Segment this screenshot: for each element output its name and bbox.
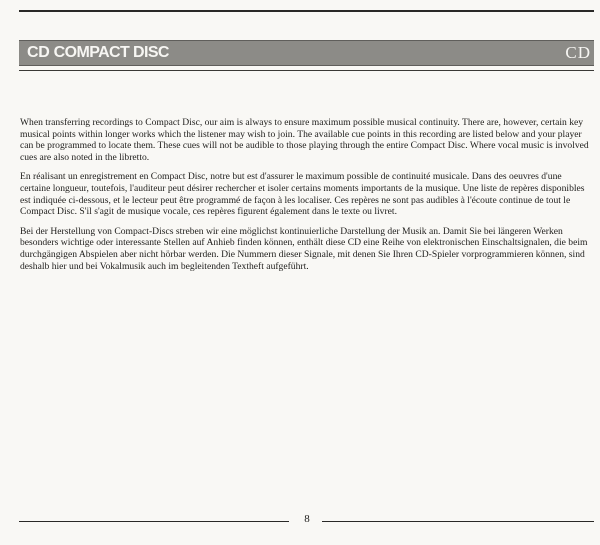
paragraph-french: En réalisant un enregistrement en Compact Disc, notre but est d'assurer le maximum possible de continuité musicale. Dans des oeuvres d'une certaine longueur, toutefois, l'auditeur peut désirer rechercher et isoler certains moments importants de la musique. Une liste de repères disponibles est indiquée ci-dessous, et le lecteur peut être programmé de façon à les localiser. Ces repères ne sont pas audibles à l'écoute continue de tout le Compact Disc. S'il s'agit de musique vocale, ces repères figurent également dans le texte ou livret. [20,171,585,218]
page-number: 8 [304,513,310,525]
paragraph-english: When transferring recordings to Compact Disc, our aim is always to ensure maximum possible musical continuity. There are, however, certain key musical points within longer works which the listener may wish to join. The available cue points in this recording are listed below and your player can be programmed to locate them. These cues will not be audible to those playing through the entire Compact Disc. Where vocal music is involved cues are also noted in the libretto. [20,117,589,163]
footer-rule-right [322,521,594,522]
header-cd-label: CD [565,43,591,62]
top-rule [19,10,594,12]
paragraph-german: Bei der Herstellung von Compact-Discs streben wir eine möglichst kontinuierliche Darstellung der Musik an. Damit Sie bei längeren Werken besonders wichtige oder interessante Stellen auf Anhieb finden können, enthält diese CD eine Reihe von elektronischen Einschaltsignalen, die beim durchgängigen Abspielen aber nicht hörbar werden. Die Nummern dieser Signale, mit denen Sie Ihren CD-Spieler vorprogrammieren können, sind deshalb hier und bei Vokalmusik auch im begleitenden Textheft aufgeführt. [20,225,588,272]
footer-rule-left [19,521,289,522]
logo-compact-disc-text: COMPACT DISC [53,44,169,61]
compact-disc-logo [27,44,169,62]
logo-cd-letters: CD [27,44,50,61]
header-banner [19,40,594,66]
cue-points-text-block [20,117,592,280]
header-underline-rule [19,70,594,71]
